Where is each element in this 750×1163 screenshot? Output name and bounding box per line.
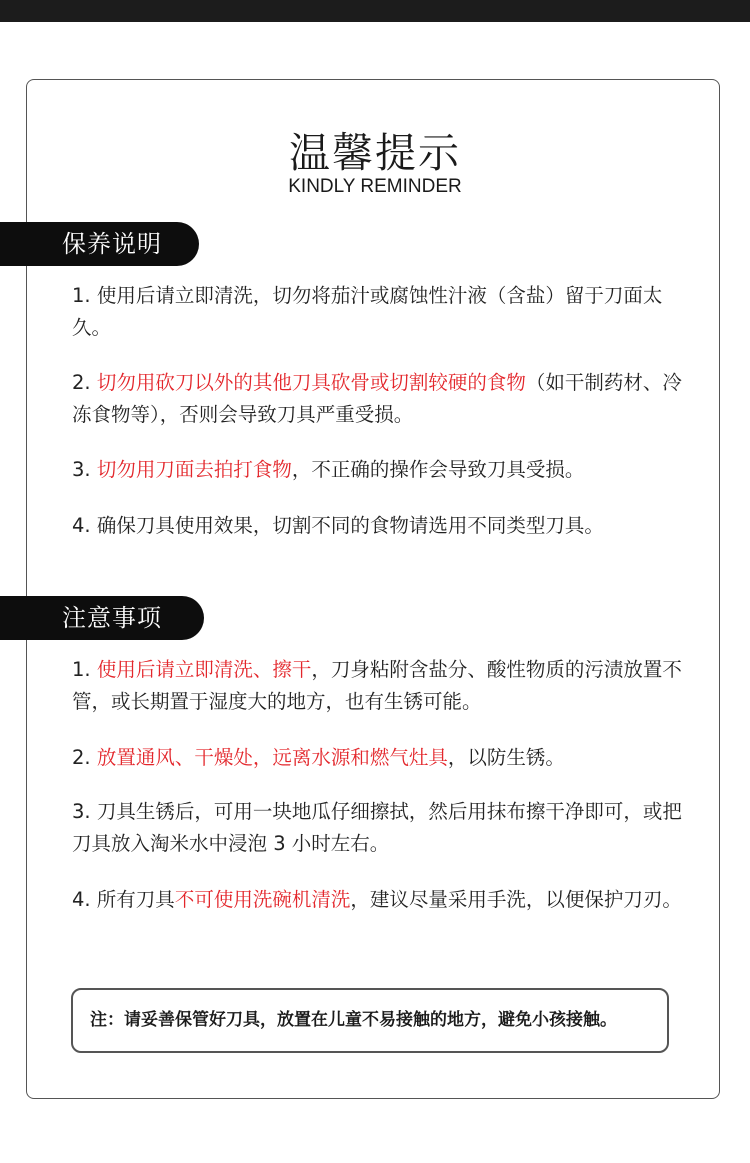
item-highlight: 放置通风、干燥处，远离水源和燃气灶具 xyxy=(96,746,448,769)
care-item-2 xyxy=(72,367,682,431)
item-prefix: 1. xyxy=(72,658,97,681)
item-highlight: 切勿用刀面去拍打食物 xyxy=(96,458,292,481)
item-text: ，刀身粘附含盐分、酸性物质的污渍放置不管，或长期置于湿度大的地方，也有生锈可能。 xyxy=(72,658,682,713)
notice-item-4 xyxy=(72,884,682,916)
item-text: 刀具生锈后，可用一块地瓜仔细擦拭，然后用抹布擦干净即可，或把刀具放入淘米水中浸泡 3 小时左右。 xyxy=(72,800,682,855)
item-text: 确保刀具使用效果，切割不同的食物请选用不同类型刀具。 xyxy=(96,514,604,537)
item-text: ，不正确的操作会导致刀具受损。 xyxy=(291,458,585,481)
item-highlight: 使用后请立即清洗、擦干 xyxy=(96,658,312,681)
notice-item-3 xyxy=(72,796,682,860)
item-prefix: 1. xyxy=(72,284,97,307)
item-text: ，以防生锈。 xyxy=(447,746,565,769)
item-text: ，建议尽量采用手洗，以便保护刀刃。 xyxy=(350,888,682,911)
item-highlight: 不可使用洗碗机清洗 xyxy=(174,888,351,911)
item-prefix: 4. 所有刀具 xyxy=(72,888,175,911)
item-text: （如干制药材、冷冻食物等），否则会导致刀具严重受损。 xyxy=(72,371,682,426)
item-prefix: 3. xyxy=(72,458,97,481)
care-item-1 xyxy=(72,280,682,344)
item-highlight: 切勿用砍刀以外的其他刀具砍骨或切割较硬的食物 xyxy=(96,371,526,394)
item-text: 使用后请立即清洗，切勿将茄汁或腐蚀性汁液（含盐）留于刀面太久。 xyxy=(72,284,663,339)
item-prefix: 3. xyxy=(72,800,97,823)
section-tab-notice: 注意事项 xyxy=(0,596,204,640)
page-title: 温馨提示 xyxy=(289,129,461,177)
notice-item-1 xyxy=(72,654,682,718)
item-prefix: 2. xyxy=(72,746,97,769)
page-subtitle: KINDLY REMINDER xyxy=(288,176,462,197)
care-item-4 xyxy=(72,510,682,542)
care-item-3 xyxy=(72,454,682,486)
notice-item-2 xyxy=(72,742,682,774)
item-prefix: 4. xyxy=(72,514,97,537)
top-bar xyxy=(0,0,750,22)
section-tab-care: 保养说明 xyxy=(0,222,199,266)
item-prefix: 2. xyxy=(72,371,97,394)
safety-note: 注：请妥善保管好刀具，放置在儿童不易接触的地方，避免小孩接触。 xyxy=(71,988,669,1053)
